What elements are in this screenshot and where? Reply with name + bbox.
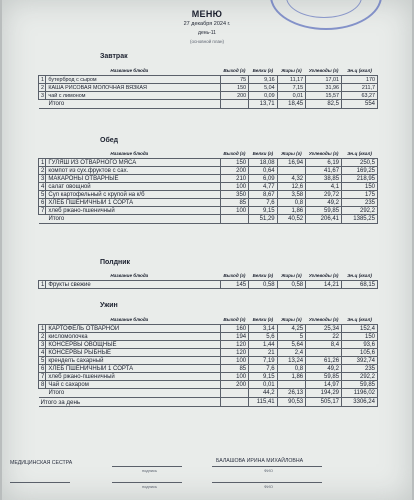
- cell-prot: 18,08: [249, 159, 278, 167]
- cell-fat: 13,24: [277, 357, 306, 365]
- total-fat: 40,52: [277, 215, 306, 224]
- name-caption-2: ФИО: [264, 484, 274, 489]
- col-carb: Углеводы (г): [308, 151, 339, 156]
- table-row: [39, 191, 378, 199]
- cell-out: 120: [220, 349, 249, 357]
- lunch-table: [38, 149, 378, 224]
- table-row: [39, 341, 378, 349]
- cell-kcal: 175: [342, 191, 378, 199]
- cell-out: 100: [220, 207, 249, 215]
- cell-fat: 1,86: [277, 373, 306, 381]
- row-number: 3: [39, 341, 46, 349]
- cell-prot: 8,67: [249, 191, 278, 199]
- cell-fat: 4,32: [277, 175, 306, 183]
- col-fat: Жиры (г): [281, 68, 302, 73]
- total-carb: 82,5: [306, 100, 342, 109]
- dish-name: ХЛЕБ ПШЕНИЧНЫЙ 1 СОРТА: [46, 199, 220, 207]
- nurse-label: МЕДИЦИНСКАЯ СЕСТРА: [10, 460, 73, 466]
- dish-name: КАРТОФЕЛЬ ОТВАРНОЙ: [46, 325, 220, 333]
- menu-date: 27 декабря 2024 г.: [183, 21, 231, 27]
- cell-out: 200: [220, 92, 249, 100]
- col-kcal: Эн.ц (ккал): [347, 68, 372, 73]
- col-prot: Белки (г): [252, 317, 274, 322]
- row-number: 2: [39, 333, 46, 341]
- cell-fat: 5: [277, 333, 306, 341]
- dish-name: Чай с сахаром: [46, 381, 220, 389]
- cell-carb: 31,96: [306, 84, 342, 92]
- cell-out: 150: [220, 159, 249, 167]
- cell-kcal: 392,74: [342, 357, 378, 365]
- row-number: 5: [39, 357, 46, 365]
- row-number: 4: [39, 349, 46, 357]
- col-fat: Жиры (г): [281, 151, 302, 156]
- row-number: 1: [39, 76, 46, 84]
- breakfast-title: Завтрак: [100, 53, 128, 60]
- total-fat: 18,45: [277, 100, 306, 109]
- col-carb: Углеводы (г): [308, 273, 339, 278]
- blank-line-2: [112, 482, 182, 483]
- cell-out: 85: [220, 365, 249, 373]
- cell-fat: 7,15: [277, 84, 306, 92]
- breakfast-table: [38, 66, 378, 109]
- cell-fat: 12,6: [277, 183, 306, 191]
- row-number: 3: [39, 92, 46, 100]
- cell-out: 210: [220, 175, 249, 183]
- cell-fat: 11,17: [277, 76, 306, 84]
- dish-name: чай с лимоном: [46, 92, 220, 100]
- total-row: [39, 215, 378, 224]
- cell-prot: 5,04: [249, 84, 278, 92]
- cell-out: 194: [220, 333, 249, 341]
- cell-prot: 9,16: [249, 76, 278, 84]
- row-number: 7: [39, 207, 46, 215]
- total-prot: 51,29: [249, 215, 278, 224]
- cell-fat: 5,64: [277, 341, 306, 349]
- dish-name: салат овощной: [46, 183, 220, 191]
- col-prot: Белки (г): [252, 68, 274, 73]
- cell-out: 150: [220, 84, 249, 92]
- table-row: [39, 159, 378, 167]
- cell-carb: 59,85: [306, 207, 342, 215]
- row-number: 1: [39, 159, 46, 167]
- table-row: [39, 365, 378, 373]
- total-label: Итого: [39, 100, 221, 109]
- table-header: [39, 315, 378, 325]
- cell-carb: 17,01: [306, 76, 342, 84]
- cell-out: 200: [220, 167, 249, 175]
- cell-kcal: 63,27: [342, 92, 378, 100]
- col-carb: Углеводы (г): [308, 317, 339, 322]
- cell-out: 100: [220, 373, 249, 381]
- cell-carb: 4,1: [306, 183, 342, 191]
- table-row: [39, 76, 378, 84]
- dish-name: компот из сух.фруктов с сах.: [46, 167, 220, 175]
- row-number: 8: [39, 381, 46, 389]
- cell-kcal: 150: [342, 183, 378, 191]
- cell-fat: 2,4: [277, 349, 306, 357]
- cell-carb: 41,67: [306, 167, 342, 175]
- cell-prot: 0,09: [249, 92, 278, 100]
- nurse-name: БАЛАШОВА ИРИНА МИХАЙЛОВНА: [216, 458, 304, 464]
- dish-name: кренделъ сахарный: [46, 357, 220, 365]
- signature-caption-2: подпись: [142, 484, 158, 489]
- blank-line-3: [212, 482, 322, 483]
- cell-kcal: 152,4: [342, 325, 378, 333]
- table-row: [39, 84, 378, 92]
- signature-line: [112, 466, 182, 467]
- table-row: [39, 325, 378, 333]
- cell-carb: 22: [306, 333, 342, 341]
- cell-kcal: 68,15: [342, 281, 378, 289]
- col-name: Название блюда: [110, 68, 149, 73]
- cell-kcal: 169,25: [342, 167, 378, 175]
- table-header: [39, 149, 378, 159]
- signature-caption: подпись: [142, 468, 158, 473]
- col-prot: Белки (г): [252, 273, 274, 278]
- cell-kcal: 93,6: [342, 341, 378, 349]
- cell-kcal: 292,2: [342, 373, 378, 381]
- cell-prot: 0,64: [249, 167, 278, 175]
- table-row: [39, 333, 378, 341]
- col-name: Название блюда: [110, 273, 149, 278]
- total-carb: 206,41: [306, 215, 342, 224]
- cell-kcal: 235: [342, 365, 378, 373]
- cell-out: 75: [220, 76, 249, 84]
- cell-carb: [306, 349, 342, 357]
- cell-carb: 25,34: [306, 325, 342, 333]
- cell-carb: 14,21: [306, 281, 342, 289]
- blank-line-1: [10, 482, 70, 483]
- cell-prot: 1,44: [249, 341, 278, 349]
- cell-kcal: 211,7: [342, 84, 378, 92]
- cell-out: 200: [220, 381, 249, 389]
- cell-out: 120: [220, 341, 249, 349]
- table-header: [39, 66, 378, 76]
- dinner-title: Ужин: [100, 302, 118, 309]
- col-out: Выход (г): [223, 151, 246, 156]
- cell-fat: 0,8: [277, 365, 306, 373]
- total-carb: 194,29: [306, 389, 342, 398]
- col-fat: Жиры (г): [281, 273, 302, 278]
- dish-name: ГУЛЯШ ИЗ ОТВАРНОГО МЯСА: [46, 159, 220, 167]
- cell-prot: 0,01: [249, 381, 278, 389]
- day-total-prot: 115,41: [249, 398, 278, 407]
- cell-carb: 61,26: [306, 357, 342, 365]
- cell-kcal: 292,2: [342, 207, 378, 215]
- row-number: 1: [39, 281, 46, 289]
- col-kcal: Эн.ц (ккал): [347, 317, 372, 322]
- row-number: 4: [39, 183, 46, 191]
- cell-out: 100: [220, 183, 249, 191]
- table-row: [39, 349, 378, 357]
- table-row: [39, 183, 378, 191]
- dish-name: Суп картофельный с крупой на к/б: [46, 191, 220, 199]
- lunch-title: Обед: [100, 137, 119, 144]
- menu-day: день-11: [198, 30, 216, 36]
- menu-plan: (основной план): [190, 39, 224, 44]
- snack-table: [38, 271, 378, 289]
- cell-out: 100: [220, 357, 249, 365]
- cell-carb: 49,2: [306, 199, 342, 207]
- cell-prot: 7,6: [249, 365, 278, 373]
- cell-carb: 14,97: [306, 381, 342, 389]
- cell-fat: 1,86: [277, 207, 306, 215]
- total-kcal: 1196,02: [342, 389, 378, 398]
- row-number: 7: [39, 373, 46, 381]
- table-row: [39, 92, 378, 100]
- cell-carb: 15,57: [306, 92, 342, 100]
- table-row: [39, 373, 378, 381]
- cell-prot: 6,09: [249, 175, 278, 183]
- day-total-label: Итого за день: [39, 398, 221, 407]
- col-kcal: Эн.ц (ккал): [347, 273, 372, 278]
- col-out: Выход (г): [223, 68, 246, 73]
- cell-carb: 8,4: [306, 341, 342, 349]
- cell-kcal: 250,5: [342, 159, 378, 167]
- cell-kcal: 59,85: [342, 381, 378, 389]
- cell-carb: 6,19: [306, 159, 342, 167]
- cell-kcal: 150: [342, 333, 378, 341]
- dish-name: КАША РИСОВАЯ МОЛОЧНАЯ ВЯЗКАЯ: [46, 84, 220, 92]
- day-total-kcal: 3306,24: [342, 398, 378, 407]
- col-kcal: Эн.ц (ккал): [347, 151, 372, 156]
- cell-fat: 0,01: [277, 92, 306, 100]
- cell-prot: 9,15: [249, 373, 278, 381]
- total-label: Итого: [39, 389, 221, 398]
- cell-prot: 3,14: [249, 325, 278, 333]
- cell-kcal: 105,6: [342, 349, 378, 357]
- day-total-fat: 90,53: [277, 398, 306, 407]
- table-header: [39, 271, 378, 281]
- table-row: [39, 281, 378, 289]
- cell-out: 85: [220, 199, 249, 207]
- cell-kcal: 235: [342, 199, 378, 207]
- cell-prot: 9,15: [249, 207, 278, 215]
- cell-carb: 59,85: [306, 373, 342, 381]
- row-number: 2: [39, 84, 46, 92]
- cell-out: 160: [220, 325, 249, 333]
- cell-fat: [277, 167, 306, 175]
- total-fat: 26,13: [277, 389, 306, 398]
- cell-carb: 49,2: [306, 365, 342, 373]
- table-row: [39, 207, 378, 215]
- col-out: Выход (г): [223, 317, 246, 322]
- cell-kcal: 170: [342, 76, 378, 84]
- row-number: 2: [39, 167, 46, 175]
- cell-fat: 0,8: [277, 199, 306, 207]
- col-prot: Белки (г): [252, 151, 274, 156]
- cell-out: 350: [220, 191, 249, 199]
- col-out: Выход (г): [223, 273, 246, 278]
- col-fat: Жиры (г): [281, 317, 302, 322]
- total-kcal: 554: [342, 100, 378, 109]
- cell-fat: 4,25: [277, 325, 306, 333]
- col-carb: Углеводы (г): [308, 68, 339, 73]
- total-prot: 44,2: [249, 389, 278, 398]
- cell-prot: 4,77: [249, 183, 278, 191]
- dish-name: МАКАРОНЫ ОТВАРНЫЕ: [46, 175, 220, 183]
- total-label: Итого: [39, 215, 221, 224]
- table-row: [39, 381, 378, 389]
- col-name: Название блюда: [110, 317, 149, 322]
- dish-name: хлеб ржано-пшеничный: [46, 207, 220, 215]
- cell-out: 145: [220, 281, 249, 289]
- cell-kcal: 218,95: [342, 175, 378, 183]
- menu-title: МЕНЮ: [191, 9, 223, 19]
- dish-name: КОНСЕРВЫ РЫБНЫЕ: [46, 349, 220, 357]
- row-number: 3: [39, 175, 46, 183]
- dish-name: хлеб ржано-пшеничный: [46, 373, 220, 381]
- dish-name: КОНСЕРВЫ ОВОЩНЫЕ: [46, 341, 220, 349]
- snack-title: Полдник: [100, 259, 131, 266]
- cell-prot: 0,58: [249, 281, 278, 289]
- row-number: 5: [39, 191, 46, 199]
- menu-sheet: [2, 0, 412, 500]
- name-line: [212, 466, 322, 467]
- dish-name: Фрукты свежие: [46, 281, 220, 289]
- cell-carb: 29,72: [306, 191, 342, 199]
- day-total-carb: 505,17: [306, 398, 342, 407]
- cell-prot: 5,6: [249, 333, 278, 341]
- cell-fat: 16,94: [277, 159, 306, 167]
- dish-name: бутерброд с сыром: [46, 76, 220, 84]
- total-row: [39, 389, 378, 398]
- total-row: [39, 100, 378, 109]
- cell-prot: 7,19: [249, 357, 278, 365]
- row-number: 6: [39, 365, 46, 373]
- cell-prot: 7,6: [249, 199, 278, 207]
- cell-carb: 38,85: [306, 175, 342, 183]
- name-caption: ФИО: [264, 468, 274, 473]
- total-prot: 13,71: [249, 100, 278, 109]
- cell-fat: [277, 381, 306, 389]
- cell-prot: 21: [249, 349, 278, 357]
- cell-fat: 3,58: [277, 191, 306, 199]
- total-kcal: 1385,25: [342, 215, 378, 224]
- day-total-row: [39, 398, 378, 407]
- table-row: [39, 167, 378, 175]
- col-name: Название блюда: [110, 151, 149, 156]
- row-number: 1: [39, 325, 46, 333]
- dish-name: ХЛЕБ ПШЕНИЧНЫЙ 1 СОРТА: [46, 365, 220, 373]
- dinner-table: [38, 315, 378, 407]
- table-row: [39, 199, 378, 207]
- cell-fat: 0,58: [277, 281, 306, 289]
- table-row: [39, 175, 378, 183]
- row-number: 6: [39, 199, 46, 207]
- dish-name: кисломолочка: [46, 333, 220, 341]
- table-row: [39, 357, 378, 365]
